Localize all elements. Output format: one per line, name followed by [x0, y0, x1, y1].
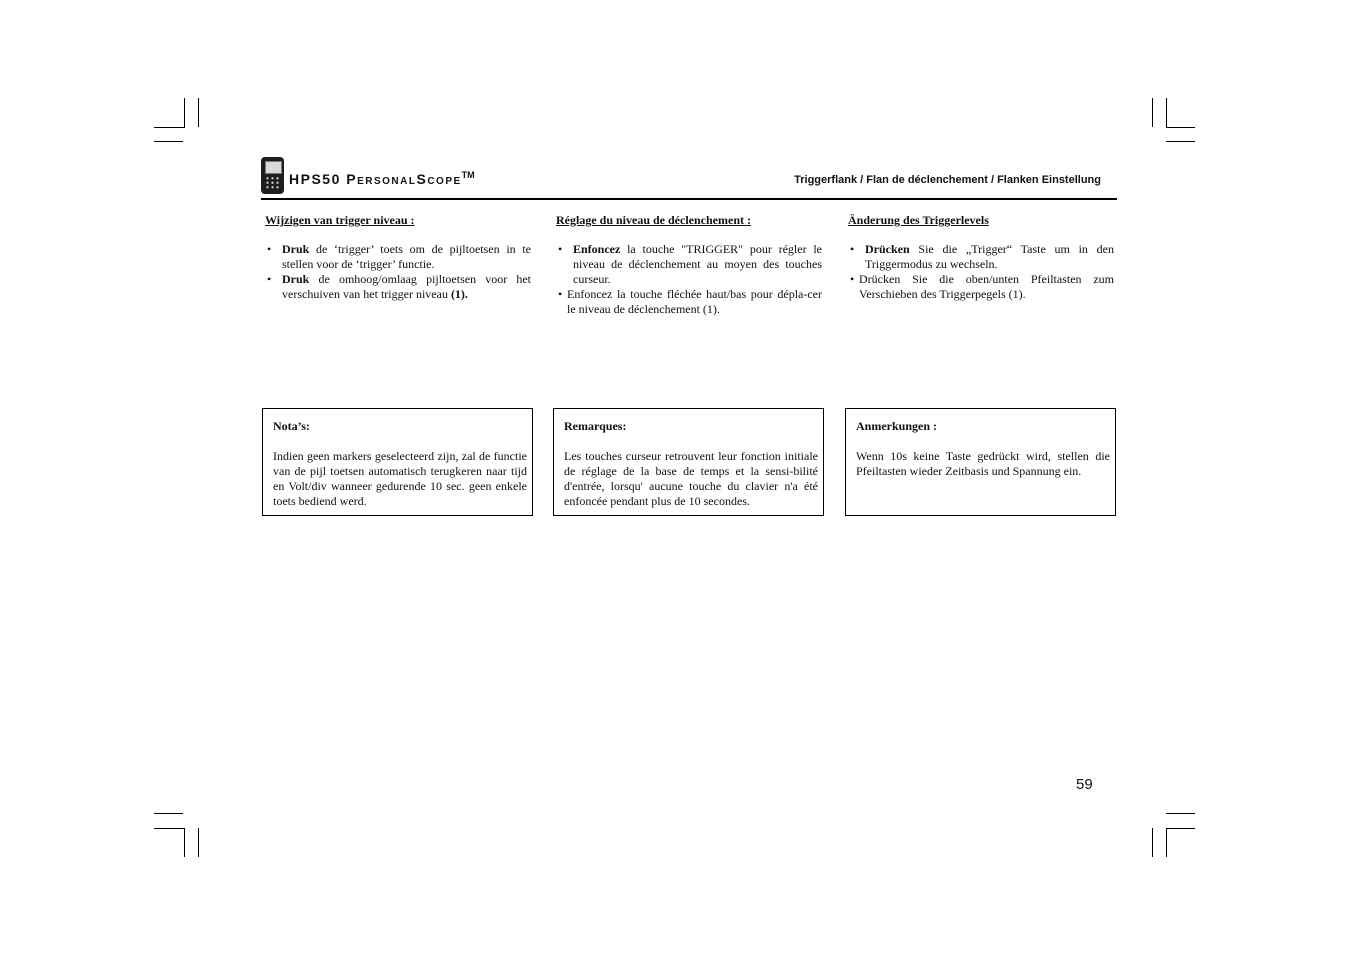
page-header: [261, 155, 1117, 201]
column-dutch: [265, 213, 531, 302]
crop-mark: [154, 127, 185, 128]
crop-mark: [1166, 828, 1195, 829]
crop-mark: [154, 141, 183, 142]
crop-mark: [1166, 828, 1167, 857]
list-item: • Druk de omhoog/omlaag pijltoetsen voor het verschuiven van het trigger niveau (1).: [265, 272, 531, 302]
note-title: Anmerkungen :: [856, 419, 938, 433]
note-text: Wenn 10s keine Taste gedrückt wird, stellen die Pfeiltasten wieder Zeitbasis und Spannung ein.: [856, 449, 1110, 478]
trademark: TM: [461, 170, 475, 180]
note-box-dutch: [262, 408, 533, 516]
crop-mark: [154, 828, 185, 829]
crop-mark: [1166, 813, 1195, 814]
crop-mark: [154, 813, 183, 814]
crop-mark: [198, 98, 199, 127]
list-item: • Enfoncez la touche "TRIGGER" pour régler le niveau de déclenchement au moyen des touches curseur.: [556, 242, 822, 287]
crop-mark: [184, 98, 185, 127]
crop-mark: [1166, 127, 1195, 128]
column-french: [556, 213, 822, 317]
list-item: • Drücken Sie die oben/unten Pfeiltasten zum Verschieben des Triggerpegels (1).: [848, 272, 1114, 302]
list-item: • Enfoncez la touche fléchée haut/bas pour dépla-cer le niveau de déclenchement (1).: [556, 287, 822, 317]
note-text: Indien geen markers geselecteerd zijn, zal de functie van de pijl toetsen automatisch terugkeren naar tijd en Volt/div wanneer gedurende 10 sec. geen enkele toets bediend werd.: [273, 449, 527, 508]
instruction-list: [556, 242, 822, 317]
instruction-list: [848, 242, 1114, 302]
column-heading: Änderung des Triggerlevels: [848, 213, 989, 227]
page-number: 59: [1076, 776, 1093, 793]
crop-mark: [1166, 98, 1167, 127]
crop-mark: [184, 828, 185, 857]
instruction-list: [265, 242, 531, 302]
crop-mark: [1166, 141, 1195, 142]
note-box-german: [845, 408, 1116, 516]
list-item: • Druk de ‘trigger’ toets om de pijltoetsen in te stellen voor de ‘trigger’ functie.: [265, 242, 531, 272]
list-item: • Drücken Sie die „Trigger“ Taste um in den Triggermodus zu wechseln.: [848, 242, 1114, 272]
brand-logo: [289, 171, 475, 187]
note-text: Les touches curseur retrouvent leur fonction initiale de réglage de la base de temps et la sensi-bilité d'entrée, lorsqu' aucune touche du clavier n'a été enfoncée pendant plus de 10 secondes.: [564, 449, 818, 508]
note-box-french: [553, 408, 824, 516]
note-title: Nota’s:: [273, 419, 310, 433]
brand-name: HPS50 PersonalScope: [289, 171, 462, 187]
header-divider: [261, 198, 1117, 200]
oscilloscope-device-icon: [261, 157, 284, 194]
column-german: [848, 213, 1114, 302]
column-heading: Wijzigen van trigger niveau :: [265, 213, 415, 227]
crop-mark: [198, 828, 199, 857]
crop-mark: [1152, 828, 1153, 857]
column-heading: Réglage du niveau de déclenchement :: [556, 213, 751, 227]
crop-mark: [1152, 98, 1153, 127]
note-title: Remarques:: [564, 419, 627, 433]
section-title: Triggerflank / Flan de déclenchement / Flanken Einstellung: [794, 174, 1101, 186]
